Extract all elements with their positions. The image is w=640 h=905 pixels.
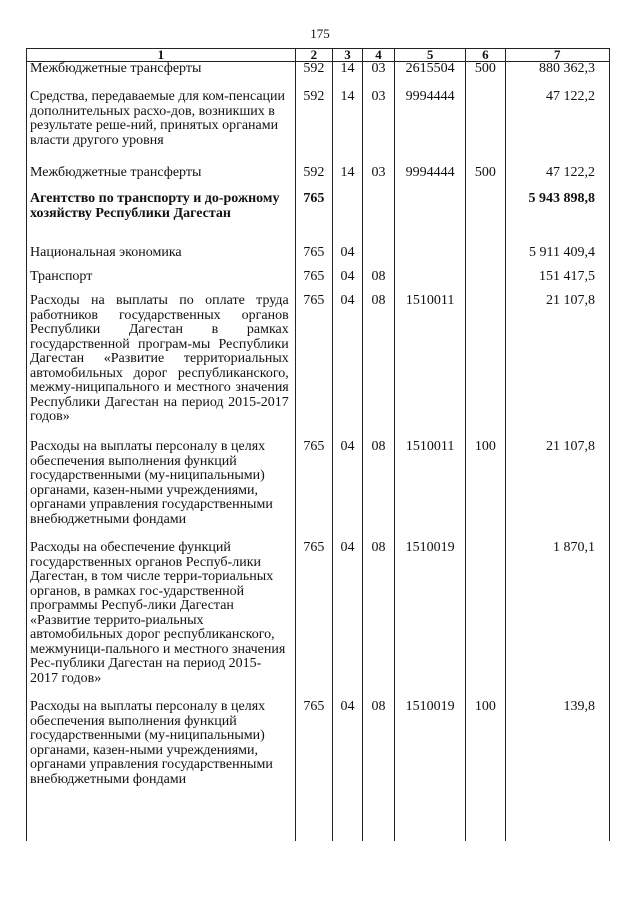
empty-cell [466,795,505,841]
row-code-3: 14 [332,166,362,192]
header-row [27,49,610,62]
row-code-6: 100 [466,700,505,795]
empty-cell [332,795,362,841]
row-code-5: 1510011 [394,440,465,541]
row-code-6 [466,246,505,270]
row-name: Расходы на обеспечение функций государственных органов Респуб-лики Дагестан, в том числе терри-ториальных органов, в рамках гос-ударственной программы Респуб-лики Дагестан «Развитие террито-риальных автомобильных дорог республиканского, межмуници-пального и местного значения Рес-публики Дагестан на период 2015-2017 годов» [27,541,296,700]
row-name: Расходы на выплаты по оплате труда работников государственных органов Республики Дагестан в рамках государственной програм-мы Республики Дагестан «Развитие территориальных автомобильных дорог республиканского, межму-ниципального и местного значения Республики Дагестан на период 2015-2017 годов» [27,294,296,440]
row-code-4: 03 [362,90,394,166]
page-number: 175 [310,26,330,41]
row-code-5: 1510019 [394,700,465,795]
row-code-6: 100 [466,440,505,541]
row-code-4: 03 [362,62,394,91]
table-row [27,62,610,91]
empty-cell [505,795,609,841]
header-cell: 4 [362,49,394,62]
budget-table [26,48,610,841]
row-code-5 [394,246,465,270]
row-amount: 1 870,1 [505,541,609,700]
row-code-6 [466,541,505,700]
row-code-4 [362,246,394,270]
row-code-2: 592 [295,62,332,91]
row-name: Расходы на выплаты персоналу в целях обеспечения выполнения функций государственными (му-ниципальными) органами, казен-ными учреждениями, органами управления государственными внебюджетными фондами [27,700,296,795]
row-code-3: 04 [332,294,362,440]
header-cell: 3 [332,49,362,62]
row-code-5: 1510019 [394,541,465,700]
row-code-4 [362,192,394,246]
row-code-4: 03 [362,166,394,192]
header-cell: 1 [27,49,296,62]
row-code-4: 08 [362,541,394,700]
empty-cell [295,795,332,841]
table-row [27,166,610,192]
table-row [27,192,610,246]
row-code-2: 592 [295,90,332,166]
row-code-2: 765 [295,440,332,541]
row-code-6 [466,294,505,440]
row-code-4: 08 [362,294,394,440]
row-code-3: 14 [332,62,362,91]
row-code-6 [466,90,505,166]
table-row [27,700,610,795]
row-code-6 [466,270,505,294]
row-name: Расходы на выплаты персоналу в целях обеспечения выполнения функций государственными (му-ниципальными) органами, казен-ными учреждениями, органами управления государственными внебюджетными фондами [27,440,296,541]
row-code-5: 9994444 [394,166,465,192]
empty-cell [27,795,296,841]
row-code-4: 08 [362,440,394,541]
row-code-5: 2615504 [394,62,465,91]
row-amount: 47 122,2 [505,166,609,192]
row-name: Межбюджетные трансферты [27,62,296,91]
row-code-2: 765 [295,541,332,700]
row-code-6 [466,192,505,246]
table-body [27,62,610,842]
row-code-3: 04 [332,440,362,541]
row-code-3: 04 [332,541,362,700]
row-amount: 5 943 898,8 [505,192,609,246]
header-cell: 6 [466,49,505,62]
row-name: Агентство по транспорту и до-рожному хозяйству Республики Дагестан [27,192,296,246]
row-amount: 139,8 [505,700,609,795]
row-amount: 880 362,3 [505,62,609,91]
row-code-3 [332,192,362,246]
row-amount: 47 122,2 [505,90,609,166]
row-amount: 151 417,5 [505,270,609,294]
row-code-4: 08 [362,270,394,294]
table-row [27,90,610,166]
row-code-3: 04 [332,246,362,270]
header-cell: 5 [394,49,465,62]
row-code-5 [394,270,465,294]
row-code-6: 500 [466,62,505,91]
table-row [27,246,610,270]
row-amount: 21 107,8 [505,440,609,541]
row-name: Средства, передаваемые для ком-пенсации дополнительных расхо-дов, возникших в результате реше-ний, принятых органами власти другого уровня [27,90,296,166]
row-code-2: 765 [295,700,332,795]
row-amount: 5 911 409,4 [505,246,609,270]
empty-cell [362,795,394,841]
row-code-2: 765 [295,270,332,294]
row-name: Национальная экономика [27,246,296,270]
row-code-5: 9994444 [394,90,465,166]
header-cell: 7 [505,49,609,62]
table-row [27,270,610,294]
row-code-2: 765 [295,294,332,440]
row-amount: 21 107,8 [505,294,609,440]
row-code-2: 592 [295,166,332,192]
row-code-6: 500 [466,166,505,192]
row-code-3: 04 [332,700,362,795]
row-code-3: 04 [332,270,362,294]
empty-cell [394,795,465,841]
table-spacer-row [27,795,610,841]
table-row [27,294,610,440]
header-cell: 2 [295,49,332,62]
row-code-4: 08 [362,700,394,795]
row-code-5 [394,192,465,246]
table-row [27,440,610,541]
row-code-2: 765 [295,192,332,246]
row-name: Транспорт [27,270,296,294]
row-code-3: 14 [332,90,362,166]
row-code-2: 765 [295,246,332,270]
table-row [27,541,610,700]
row-code-5: 1510011 [394,294,465,440]
row-name: Межбюджетные трансферты [27,166,296,192]
